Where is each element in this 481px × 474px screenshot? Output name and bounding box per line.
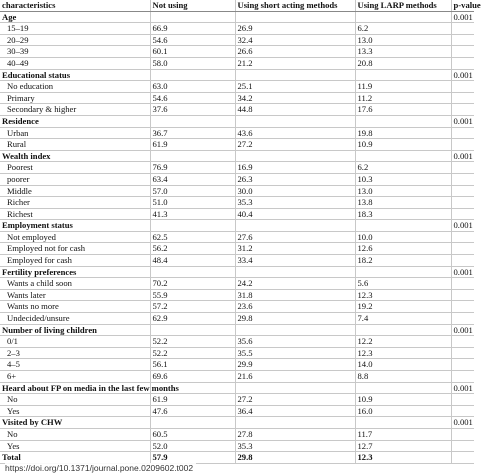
table-row — [0, 197, 474, 209]
header-larp: Using LARP methods — [355, 0, 451, 11]
table-row — [0, 255, 474, 267]
p-value-cell — [451, 34, 474, 46]
not-using-cell: 76.9 — [150, 162, 235, 174]
larp-cell — [355, 150, 451, 162]
p-value-cell — [451, 428, 474, 440]
short-acting-cell: 29.8 — [235, 313, 355, 325]
p-value-cell: 0.001 — [451, 11, 474, 23]
not-using-cell: 51.0 — [150, 197, 235, 209]
not-using-cell: 52.2 — [150, 336, 235, 348]
short-acting-cell: 24.2 — [235, 278, 355, 290]
p-value-cell — [451, 278, 474, 290]
short-acting-cell — [235, 266, 355, 278]
characteristic-cell: Undecided/unsure — [0, 313, 150, 325]
p-value-cell: 0.001 — [451, 324, 474, 336]
p-value-cell — [451, 440, 474, 452]
header-characteristics: characteristics — [0, 0, 150, 11]
short-acting-cell: 26.6 — [235, 46, 355, 58]
short-acting-cell: 21.2 — [235, 57, 355, 69]
not-using-cell: 61.9 — [150, 139, 235, 151]
header-p-value: p-value — [451, 0, 474, 11]
characteristic-cell: Employment status — [0, 220, 150, 232]
p-value-cell — [451, 347, 474, 359]
section-row — [0, 382, 474, 394]
characteristic-cell: Yes — [0, 405, 150, 417]
table-row — [0, 336, 474, 348]
short-acting-cell: 36.4 — [235, 405, 355, 417]
short-acting-cell — [235, 324, 355, 336]
table-row — [0, 173, 474, 185]
header-short-acting: Using short acting methods — [235, 0, 355, 11]
not-using-cell — [150, 69, 235, 81]
characteristic-cell: Educational status — [0, 69, 150, 81]
characteristic-cell: Wealth index — [0, 150, 150, 162]
larp-cell: 5.6 — [355, 278, 451, 290]
table-row — [0, 34, 474, 46]
p-value-cell — [451, 23, 474, 35]
table-row — [0, 208, 474, 220]
larp-cell — [355, 11, 451, 23]
not-using-cell: 36.7 — [150, 127, 235, 139]
p-value-cell — [451, 289, 474, 301]
characteristic-cell: No — [0, 428, 150, 440]
p-value-cell — [451, 231, 474, 243]
characteristic-cell: 30–39 — [0, 46, 150, 58]
larp-cell: 6.2 — [355, 162, 451, 174]
p-value-cell — [451, 197, 474, 209]
short-acting-cell: 35.3 — [235, 440, 355, 452]
table-row — [0, 243, 474, 255]
short-acting-cell: 29.9 — [235, 359, 355, 371]
p-value-cell — [451, 301, 474, 313]
p-value-cell — [451, 46, 474, 58]
short-acting-cell: 16.9 — [235, 162, 355, 174]
short-acting-cell: 29.8 — [235, 452, 355, 464]
larp-cell: 19.2 — [355, 301, 451, 313]
not-using-cell: 41.3 — [150, 208, 235, 220]
characteristic-cell: Rural — [0, 139, 150, 151]
short-acting-cell: 35.3 — [235, 197, 355, 209]
p-value-cell — [451, 313, 474, 325]
larp-cell: 20.8 — [355, 57, 451, 69]
short-acting-cell: 31.8 — [235, 289, 355, 301]
larp-cell: 10.3 — [355, 173, 451, 185]
larp-cell: 12.3 — [355, 452, 451, 464]
not-using-cell: 63.4 — [150, 173, 235, 185]
p-value-cell — [451, 127, 474, 139]
p-value-cell — [451, 57, 474, 69]
short-acting-cell: 30.0 — [235, 185, 355, 197]
short-acting-cell: 27.2 — [235, 139, 355, 151]
p-value-cell — [451, 255, 474, 267]
not-using-cell: 61.9 — [150, 394, 235, 406]
not-using-cell: 60.1 — [150, 46, 235, 58]
p-value-cell: 0.001 — [451, 150, 474, 162]
short-acting-cell — [235, 115, 355, 127]
larp-cell: 13.0 — [355, 185, 451, 197]
short-acting-cell: 32.4 — [235, 34, 355, 46]
larp-cell: 17.6 — [355, 104, 451, 116]
not-using-cell — [150, 115, 235, 127]
characteristic-cell: Middle — [0, 185, 150, 197]
larp-cell — [355, 220, 451, 232]
larp-cell: 7.4 — [355, 313, 451, 325]
table-row — [0, 440, 474, 452]
characteristic-cell: Total — [0, 452, 150, 464]
short-acting-cell: 44.8 — [235, 104, 355, 116]
characteristic-cell: 15–19 — [0, 23, 150, 35]
table-row — [0, 46, 474, 58]
not-using-cell: 56.2 — [150, 243, 235, 255]
short-acting-cell: 26.9 — [235, 23, 355, 35]
larp-cell: 16.0 — [355, 405, 451, 417]
table-row — [0, 185, 474, 197]
characteristic-cell: Employed not for cash — [0, 243, 150, 255]
not-using-cell: 47.6 — [150, 405, 235, 417]
larp-cell — [355, 266, 451, 278]
larp-cell — [355, 69, 451, 81]
characteristic-cell: Age — [0, 11, 150, 23]
not-using-cell: 54.6 — [150, 34, 235, 46]
not-using-cell: 63.0 — [150, 81, 235, 93]
short-acting-cell — [235, 150, 355, 162]
table-row — [0, 347, 474, 359]
larp-cell: 10.9 — [355, 139, 451, 151]
not-using-cell — [150, 220, 235, 232]
characteristic-cell: Wants no more — [0, 301, 150, 313]
section-row — [0, 11, 474, 23]
p-value-cell: 0.001 — [451, 69, 474, 81]
table-row — [0, 371, 474, 383]
section-row — [0, 115, 474, 127]
not-using-cell — [150, 417, 235, 429]
short-acting-cell: 40.4 — [235, 208, 355, 220]
p-value-cell — [451, 173, 474, 185]
table-header-row — [0, 0, 474, 11]
p-value-cell — [451, 452, 474, 464]
table-row — [0, 104, 474, 116]
total-row — [0, 452, 474, 464]
doi-link[interactable]: https://doi.org/10.1371/journal.pone.0209602.t002 — [5, 463, 196, 474]
p-value-cell: 0.001 — [451, 220, 474, 232]
short-acting-cell: 25.1 — [235, 81, 355, 93]
p-value-cell — [451, 139, 474, 151]
p-value-cell — [451, 371, 474, 383]
not-using-cell: 69.6 — [150, 371, 235, 383]
not-using-cell — [150, 11, 235, 23]
larp-cell: 8.8 — [355, 371, 451, 383]
larp-cell — [355, 417, 451, 429]
characteristic-cell: Primary — [0, 92, 150, 104]
characteristic-cell: 20–29 — [0, 34, 150, 46]
p-value-cell — [451, 359, 474, 371]
p-value-cell — [451, 336, 474, 348]
short-acting-cell: 27.2 — [235, 394, 355, 406]
p-value-cell: 0.001 — [451, 382, 474, 394]
larp-cell: 18.3 — [355, 208, 451, 220]
section-row — [0, 417, 474, 429]
short-acting-cell — [235, 11, 355, 23]
table-row — [0, 139, 474, 151]
short-acting-cell: 23.6 — [235, 301, 355, 313]
table-row — [0, 81, 474, 93]
larp-cell: 10.9 — [355, 394, 451, 406]
short-acting-cell — [235, 382, 355, 394]
table-row — [0, 428, 474, 440]
table-row — [0, 394, 474, 406]
not-using-cell — [150, 150, 235, 162]
not-using-cell — [150, 266, 235, 278]
short-acting-cell — [235, 69, 355, 81]
larp-cell — [355, 324, 451, 336]
section-row — [0, 324, 474, 336]
short-acting-cell: 33.4 — [235, 255, 355, 267]
table-row — [0, 162, 474, 174]
characteristic-cell: No — [0, 394, 150, 406]
short-acting-cell: 31.2 — [235, 243, 355, 255]
characteristic-cell: Richer — [0, 197, 150, 209]
larp-cell: 12.3 — [355, 347, 451, 359]
larp-cell: 13.8 — [355, 197, 451, 209]
larp-cell: 12.6 — [355, 243, 451, 255]
short-acting-cell: 35.6 — [235, 336, 355, 348]
larp-cell: 19.8 — [355, 127, 451, 139]
not-using-cell: 52.0 — [150, 440, 235, 452]
characteristic-cell: Poorest — [0, 162, 150, 174]
larp-cell: 13.3 — [355, 46, 451, 58]
characteristic-cell: Heard about FP on media in the last few months — [2, 382, 179, 393]
characteristic-cell: 0/1 — [0, 336, 150, 348]
characteristic-cell: 4–5 — [0, 359, 150, 371]
short-acting-cell: 26.3 — [235, 173, 355, 185]
header-not-using: Not using — [150, 0, 235, 11]
larp-cell: 11.2 — [355, 92, 451, 104]
table-row — [0, 313, 474, 325]
larp-cell — [355, 115, 451, 127]
larp-cell: 10.0 — [355, 231, 451, 243]
characteristic-cell: Secondary & higher — [0, 104, 150, 116]
p-value-cell — [451, 243, 474, 255]
p-value-cell — [451, 92, 474, 104]
characteristic-cell: Wants a child soon — [0, 278, 150, 290]
short-acting-cell: 27.8 — [235, 428, 355, 440]
larp-cell: 11.9 — [355, 81, 451, 93]
not-using-cell: 56.1 — [150, 359, 235, 371]
characteristic-cell: Yes — [0, 440, 150, 452]
section-row — [0, 69, 474, 81]
p-value-cell — [451, 208, 474, 220]
characteristic-cell: Urban — [0, 127, 150, 139]
short-acting-cell: 34.2 — [235, 92, 355, 104]
table-row — [0, 405, 474, 417]
p-value-cell — [451, 394, 474, 406]
short-acting-cell: 43.6 — [235, 127, 355, 139]
larp-cell — [355, 382, 451, 394]
larp-cell: 12.2 — [355, 336, 451, 348]
table-row — [0, 23, 474, 35]
p-value-cell — [451, 104, 474, 116]
p-value-cell — [451, 405, 474, 417]
not-using-cell: 55.9 — [150, 289, 235, 301]
table-row — [0, 231, 474, 243]
short-acting-cell: 21.6 — [235, 371, 355, 383]
not-using-cell: 57.9 — [150, 452, 235, 464]
table-row — [0, 127, 474, 139]
not-using-cell: 57.2 — [150, 301, 235, 313]
short-acting-cell: 27.6 — [235, 231, 355, 243]
p-value-cell — [451, 81, 474, 93]
p-value-cell: 0.001 — [451, 417, 474, 429]
characteristic-cell: Visited by CHW — [0, 417, 150, 429]
not-using-cell: 70.2 — [150, 278, 235, 290]
larp-cell: 11.7 — [355, 428, 451, 440]
table-row — [0, 301, 474, 313]
p-value-cell — [451, 185, 474, 197]
p-value-cell — [451, 162, 474, 174]
not-using-cell: 62.5 — [150, 231, 235, 243]
section-row — [0, 220, 474, 232]
not-using-cell: 37.6 — [150, 104, 235, 116]
larp-cell: 12.7 — [355, 440, 451, 452]
section-row — [0, 150, 474, 162]
short-acting-cell — [235, 417, 355, 429]
not-using-cell: 48.4 — [150, 255, 235, 267]
larp-cell: 6.2 — [355, 23, 451, 35]
p-value-cell: 0.001 — [451, 115, 474, 127]
short-acting-cell — [235, 220, 355, 232]
characteristic-cell: 40–49 — [0, 57, 150, 69]
table-row — [0, 278, 474, 290]
characteristic-cell: Residence — [0, 115, 150, 127]
characteristic-cell: 6+ — [0, 371, 150, 383]
larp-cell: 18.2 — [355, 255, 451, 267]
table-row — [0, 359, 474, 371]
not-using-cell: 62.9 — [150, 313, 235, 325]
not-using-cell: 60.5 — [150, 428, 235, 440]
characteristic-cell: poorer — [0, 173, 150, 185]
characteristic-cell: Wants later — [0, 289, 150, 301]
table-row — [0, 289, 474, 301]
section-row — [0, 266, 474, 278]
characteristic-cell: Not employed — [0, 231, 150, 243]
larp-cell: 13.0 — [355, 34, 451, 46]
characteristic-cell: 2–3 — [0, 347, 150, 359]
not-using-cell: 57.0 — [150, 185, 235, 197]
table-row — [0, 92, 474, 104]
characteristic-cell: Employed for cash — [0, 255, 150, 267]
p-value-cell: 0.001 — [451, 266, 474, 278]
not-using-cell: 54.6 — [150, 92, 235, 104]
larp-cell: 12.3 — [355, 289, 451, 301]
characteristic-cell: Richest — [0, 208, 150, 220]
characteristic-cell: Fertility preferences — [0, 266, 150, 278]
characteristic-cell: No education — [0, 81, 150, 93]
not-using-cell: 66.9 — [150, 23, 235, 35]
short-acting-cell: 35.5 — [235, 347, 355, 359]
characteristic-cell: Number of living children — [0, 324, 150, 336]
not-using-cell — [150, 324, 235, 336]
larp-cell: 14.0 — [355, 359, 451, 371]
not-using-cell: 52.2 — [150, 347, 235, 359]
not-using-cell: 58.0 — [150, 57, 235, 69]
table-row — [0, 57, 474, 69]
